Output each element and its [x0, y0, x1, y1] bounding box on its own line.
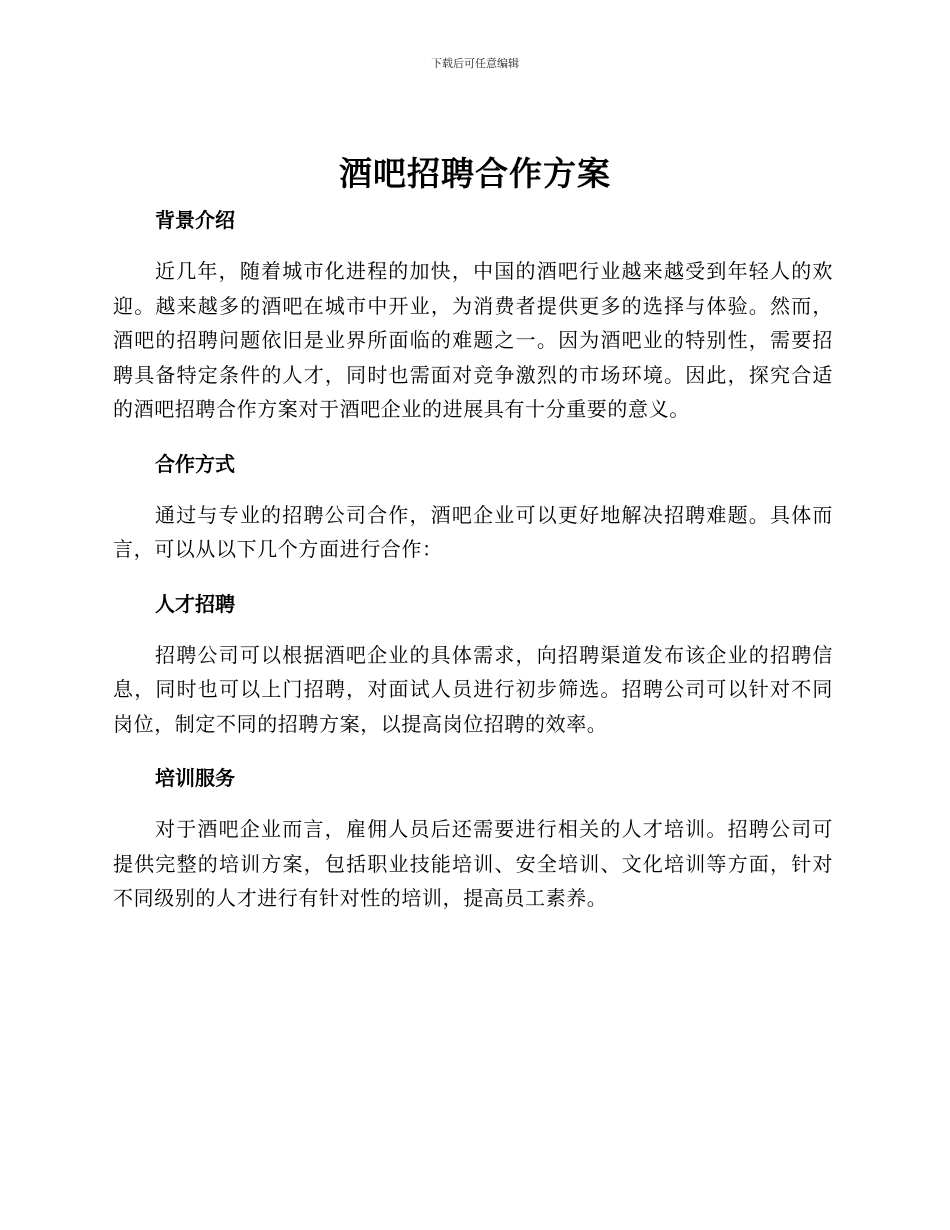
section-talent-recruitment [113, 585, 833, 760]
document-body [113, 201, 833, 916]
section-training-service [113, 759, 833, 916]
section-paragraph: 近几年，随着城市化进程的加快，中国的酒吧行业越来越受到年轻人的欢迎。越来越多的酒吧在城市中开业，为消费者提供更多的选择与体验。然而，酒吧的招聘问题依旧是业界所面临的难题之一。因为酒吧业的特别性，需要招聘具备特定条件的人才，同时也需面对竞争激烈的市场环境。因此，探究合适的酒吧招聘合作方案对于酒吧企业的进展具有十分重要的意义。 [113, 259, 833, 421]
section-background [113, 201, 833, 445]
section-paragraph: 招聘公司可以根据酒吧企业的具体需求，向招聘渠道发布该企业的招聘信息，同时也可以上门招聘，对面试人员进行初步筛选。招聘公司可以针对不同岗位，制定不同的招聘方案，以提高岗位招聘的效率。 [113, 642, 833, 736]
section-heading: 合作方式 [155, 451, 235, 476]
section-heading: 培训服务 [155, 766, 235, 790]
header-note: 下载后可任意编辑 [431, 57, 519, 70]
section-paragraph: 通过与专业的招聘公司合作，酒吧企业可以更好地解决招聘难题。具体而言，可以从以下几个方面进行合作： [113, 502, 833, 561]
section-heading: 背景介绍 [155, 208, 235, 232]
section-heading: 人才招聘 [155, 591, 235, 616]
section-paragraph: 对于酒吧企业而言，雇佣人员后还需要进行相关的人才培训。招聘公司可提供完整的培训方案，包括职业技能培训、安全培训、文化培训等方面，针对不同级别的人才进行有针对性的培训，提高员工素养。 [113, 817, 833, 910]
document-title: 酒吧招聘合作方案 [339, 154, 611, 193]
section-cooperation-method [113, 445, 833, 585]
